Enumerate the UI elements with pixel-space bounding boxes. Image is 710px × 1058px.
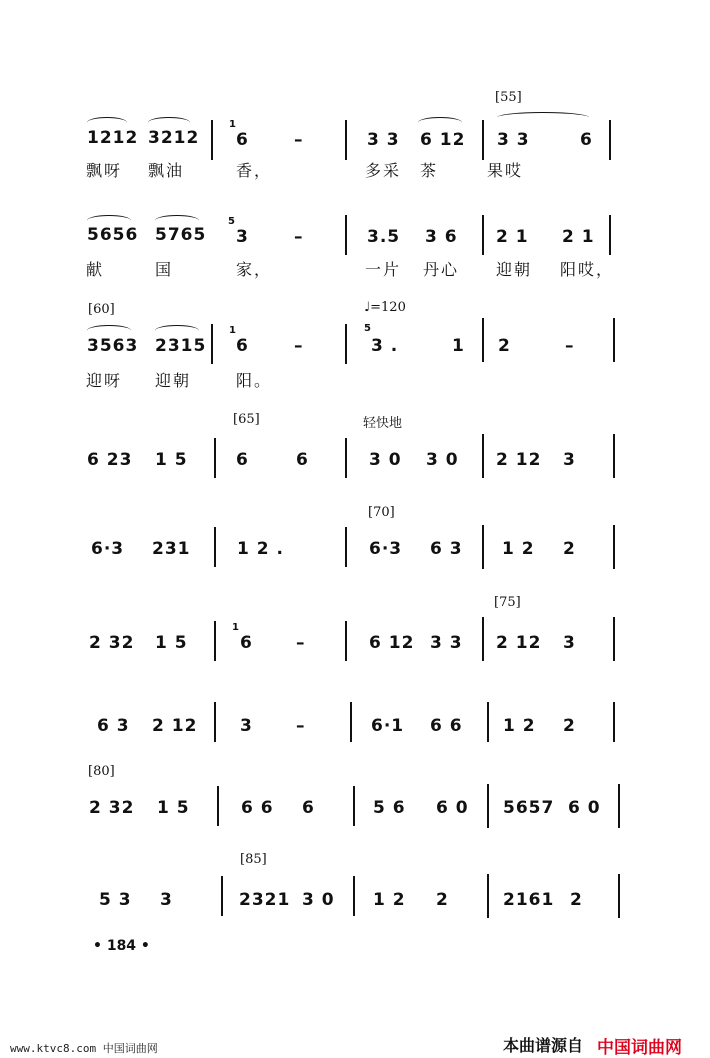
footer-source-label: 本曲谱源自	[503, 1036, 584, 1055]
barline	[345, 120, 347, 160]
barline	[609, 120, 611, 160]
grace-note: 5	[228, 216, 235, 227]
note-group: 5 6	[373, 798, 406, 818]
lyric: 果哎	[487, 161, 524, 180]
barline	[221, 876, 223, 916]
slur	[418, 117, 462, 128]
barline	[214, 438, 216, 478]
barline	[487, 874, 489, 918]
barline	[353, 876, 355, 916]
note-group: 6·3	[91, 539, 125, 559]
note-group: 1	[452, 336, 465, 356]
barline	[482, 120, 484, 160]
note-group: 2 12	[152, 716, 198, 736]
note-group: 1 2	[502, 539, 535, 559]
note-group: 2315	[155, 336, 207, 356]
note-group: 5657	[503, 798, 555, 818]
barline	[214, 702, 216, 742]
lyric: 飘呀	[86, 161, 123, 180]
note-group: 2	[436, 890, 449, 910]
lyric: 迎朝	[496, 260, 533, 279]
note-group: 3 6	[425, 227, 458, 247]
barline	[217, 786, 219, 826]
barline	[482, 318, 484, 362]
note-group: –	[294, 227, 304, 247]
barline	[613, 525, 615, 569]
note-group: 3 3	[367, 130, 400, 150]
note-group: 3563	[87, 336, 139, 356]
note-group: –	[296, 716, 306, 736]
rehearsal-mark: [85]	[240, 852, 267, 867]
note-group: 3	[563, 633, 576, 653]
note-group: 3.5	[367, 227, 401, 247]
rehearsal-mark: [65]	[233, 412, 260, 427]
note-group: 6	[236, 336, 249, 356]
note-group: 3	[236, 227, 249, 247]
rehearsal-mark: [55]	[495, 90, 522, 105]
note-group: 6 0	[436, 798, 469, 818]
note-group: 5765	[155, 225, 207, 245]
note-group: 2 12	[496, 633, 542, 653]
barline	[345, 438, 347, 478]
lyric: 家，	[236, 260, 273, 279]
note-group: 1 5	[155, 633, 188, 653]
slur	[87, 325, 131, 336]
note-group: 6	[236, 130, 249, 150]
lyric: 丹心	[423, 260, 460, 279]
lyric: 迎朝	[155, 371, 192, 390]
note-group: 6 0	[568, 798, 601, 818]
note-group: 3 0	[426, 450, 459, 470]
note-group: 1 2	[373, 890, 406, 910]
note-group: 1 2	[503, 716, 536, 736]
barline	[482, 434, 484, 478]
note-group: 6·3	[369, 539, 403, 559]
expression-mark: 轻快地	[363, 416, 403, 431]
note-group: 6	[302, 798, 315, 818]
grace-note: 1	[229, 325, 236, 336]
barline	[211, 120, 213, 160]
lyric: 阳。	[236, 371, 273, 390]
note-group: 6	[580, 130, 593, 150]
lyric: 国	[155, 260, 174, 279]
lyric: 一片	[365, 260, 402, 279]
barline	[345, 527, 347, 567]
page-number: • 184 •	[93, 938, 150, 954]
note-group: 3	[160, 890, 173, 910]
barline	[613, 434, 615, 478]
note-group: 3212	[148, 128, 200, 148]
note-group: 2	[563, 716, 576, 736]
barline	[613, 318, 615, 362]
slur	[148, 117, 190, 128]
lyric: 阳哎，	[560, 260, 615, 279]
rehearsal-mark: [70]	[368, 505, 395, 520]
rehearsal-mark: [60]	[88, 302, 115, 317]
note-group: 6	[296, 450, 309, 470]
lyric: 献	[86, 260, 105, 279]
barline	[482, 617, 484, 661]
footer-brand-logo[interactable]: 中国词曲网	[597, 1038, 682, 1058]
note-group: 6 23	[87, 450, 133, 470]
tempo-mark: ♩=120	[364, 300, 406, 315]
note-group: 1 5	[155, 450, 188, 470]
note-group: 2 32	[89, 633, 135, 653]
note-group: 3	[563, 450, 576, 470]
note-group: 6 3	[97, 716, 130, 736]
note-group: 3 .	[371, 336, 399, 356]
note-group: 6 6	[430, 716, 463, 736]
barline	[214, 621, 216, 661]
note-group: 6 3	[430, 539, 463, 559]
note-group: 6	[236, 450, 249, 470]
barline	[345, 621, 347, 661]
note-group: 2	[570, 890, 583, 910]
lyric: 香，	[236, 161, 273, 180]
barline	[350, 702, 352, 742]
lyric: 迎呀	[86, 371, 123, 390]
note-group: 1 5	[157, 798, 190, 818]
barline	[618, 874, 620, 918]
barline	[345, 324, 347, 364]
note-group: 5656	[87, 225, 139, 245]
note-group: 231	[152, 539, 191, 559]
barline	[487, 784, 489, 828]
note-group: 2 32	[89, 798, 135, 818]
note-group: –	[294, 336, 304, 356]
barline	[214, 527, 216, 567]
barline	[609, 215, 611, 255]
grace-note: 5	[364, 323, 371, 334]
lyric: 茶	[420, 161, 439, 180]
barline	[613, 702, 615, 742]
footer-url[interactable]: www.ktvc8.com 中国词曲网	[10, 1042, 158, 1055]
barline	[487, 702, 489, 742]
barline	[345, 215, 347, 255]
note-group: 3 3	[497, 130, 530, 150]
barline	[482, 215, 484, 255]
barline	[482, 525, 484, 569]
grace-note: 1	[229, 119, 236, 130]
note-group: 6·1	[371, 716, 405, 736]
rehearsal-mark: [80]	[88, 764, 115, 779]
note-group: 2161	[503, 890, 555, 910]
grace-note: 1	[232, 622, 239, 633]
note-group: 1 2 .	[237, 539, 284, 559]
barline	[211, 324, 213, 364]
note-group: 6 12	[420, 130, 466, 150]
barline	[618, 784, 620, 828]
rehearsal-mark: [75]	[494, 595, 521, 610]
note-group: –	[294, 130, 304, 150]
barline	[613, 617, 615, 661]
note-group: 5 3	[99, 890, 132, 910]
slur	[87, 117, 127, 128]
note-group: 3	[240, 716, 253, 736]
note-group: 3 3	[430, 633, 463, 653]
note-group: 6 12	[369, 633, 415, 653]
note-group: –	[296, 633, 306, 653]
note-group: 6	[240, 633, 253, 653]
note-group: 2	[563, 539, 576, 559]
note-group: 2	[498, 336, 511, 356]
note-group: 2 1	[562, 227, 595, 247]
barline	[353, 786, 355, 826]
lyric: 飘油	[148, 161, 185, 180]
note-group: 3 0	[302, 890, 335, 910]
note-group: 2 1	[496, 227, 529, 247]
lyric: 多采	[365, 161, 402, 180]
note-group: –	[565, 336, 575, 356]
note-group: 1212	[87, 128, 139, 148]
slur	[155, 325, 199, 336]
note-group: 6 6	[241, 798, 274, 818]
slur	[497, 112, 589, 123]
note-group: 2321	[239, 890, 291, 910]
note-group: 3 0	[369, 450, 402, 470]
note-group: 2 12	[496, 450, 542, 470]
